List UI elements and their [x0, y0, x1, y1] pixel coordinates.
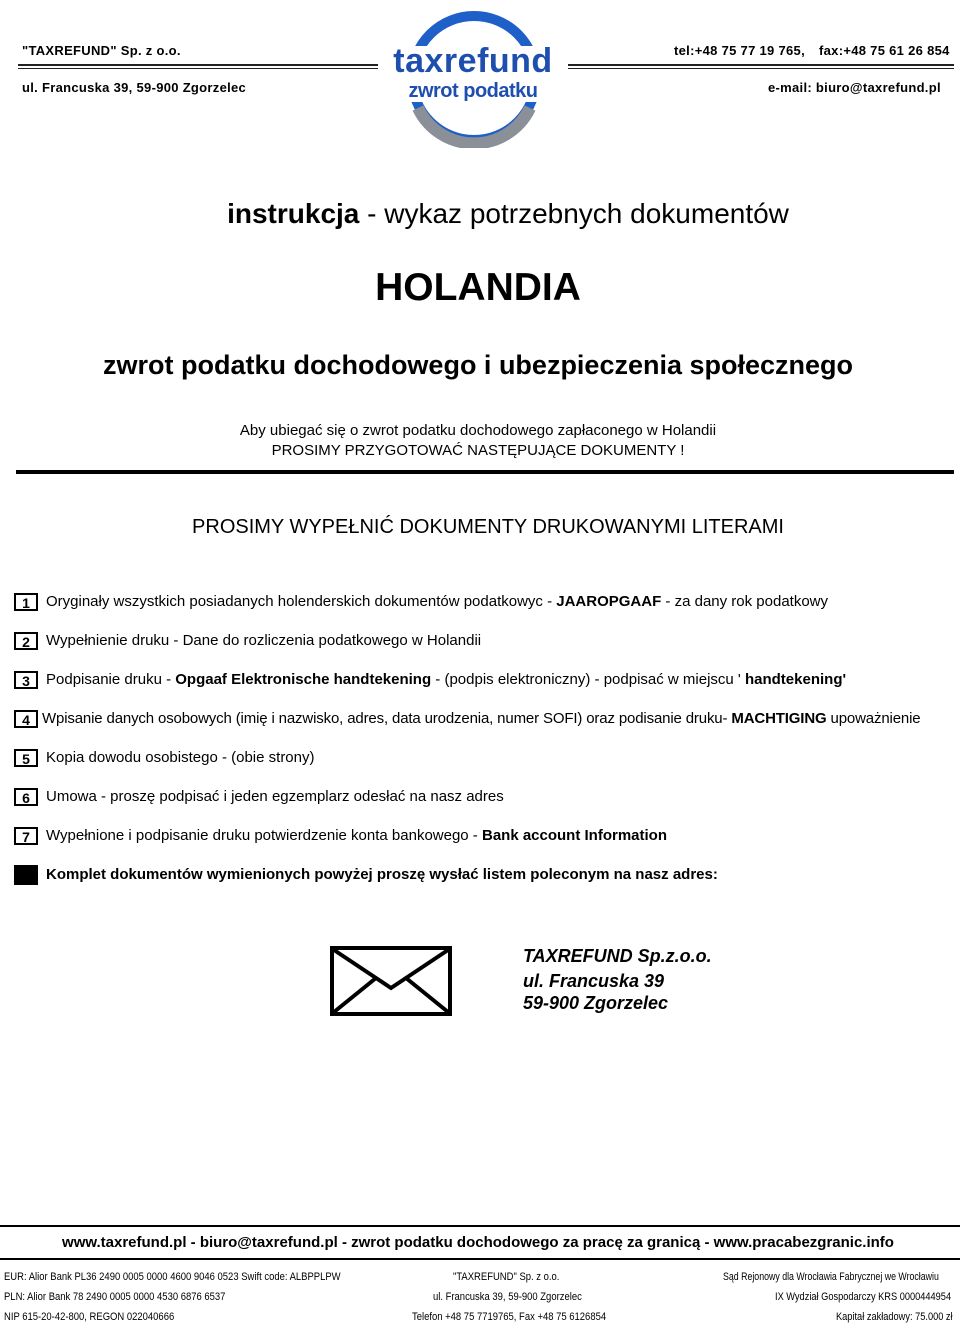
footer-nip-regon: NIP 615-20-42-800, REGON 022040666 — [4, 1311, 175, 1323]
footer-court: Sąd Rejonowy dla Wrocławia Fabrycznej we Wrocławiu — [723, 1271, 939, 1283]
list-item: Oryginały wszystkich posiadanych holenderskich dokumentów podatkowyc - JAAROPGAAF - za dany rok podatkowy — [46, 593, 829, 610]
header-rule-right-thin — [568, 68, 954, 69]
item-number: 2 — [14, 632, 38, 650]
list-item: Komplet dokumentów wymienionych powyżej proszę wysłać listem poleconym na nasz adres: — [46, 866, 718, 883]
list-item: Wpisanie danych osobowych (imię i nazwisko, adres, data urodzenia, numer SOFI) oraz podisanie druku- MACHTIGING upoważnienie — [42, 710, 921, 727]
item-number: 4 — [14, 710, 38, 728]
title-rest: - wykaz potrzebnych dokumentów — [359, 198, 789, 229]
footer-capital: Kapitał zakładowy: 75.000 zł — [836, 1311, 953, 1323]
footer-rule-top — [0, 1225, 960, 1227]
footer-phone: Telefon +48 75 7719765, Fax +48 75 6126854 — [412, 1311, 607, 1323]
list-item: Wypełnienie druku - Dane do rozliczenia podatkowego w Holandii — [46, 632, 482, 649]
section-divider — [16, 470, 954, 474]
title-bold: instrukcja — [227, 198, 360, 229]
item-number: 3 — [14, 671, 38, 689]
list-item: Kopia dowodu osobistego - (obie strony) — [46, 749, 315, 766]
header-email: e-mail: biuro@taxrefund.pl — [768, 80, 941, 95]
caps-notice: PROSIMY WYPEŁNIĆ DOKUMENTY DRUKOWANYMI LITERAMI — [192, 516, 784, 538]
item-number: 7 — [14, 827, 38, 845]
intro-line-1: Aby ubiegać się o zwrot podatku dochodowego zapłaconego w Holandii — [239, 422, 717, 439]
taxrefund-logo — [378, 8, 568, 148]
header-rule-left — [18, 64, 380, 66]
footer-rule-bottom — [0, 1258, 960, 1260]
country-title: HOLANDIA — [375, 266, 581, 309]
intro-line-2: PROSIMY PRZYGOTOWAĆ NASTĘPUJĄCE DOKUMENTY ! — [271, 442, 685, 459]
footer-bank-pln: PLN: Alior Bank 78 2490 0005 0000 4530 6876 6537 — [4, 1291, 226, 1303]
footer-krs: IX Wydział Gospodarczy KRS 0000444954 — [775, 1291, 952, 1303]
page-title — [0, 198, 960, 230]
header-rule-left-thin — [18, 68, 380, 69]
item-number: 5 — [14, 749, 38, 767]
footer-address: ul. Francuska 39, 59-900 Zgorzelec — [433, 1291, 582, 1303]
address-line-1: TAXREFUND Sp.z.o.o. — [523, 946, 712, 966]
item-number: 8 — [14, 865, 38, 885]
footer-bank-eur: EUR: Alior Bank PL36 2490 0005 0000 4600 9046 0523 Swift code: ALBPPLPW — [4, 1271, 341, 1283]
list-item: Podpisanie druku - Opgaaf Elektronische handtekening - (podpis elektroniczny) - podpisać w miejscu ' handtekening' — [46, 671, 847, 688]
address-line-2: ul. Francuska 39 — [523, 971, 665, 991]
header-address: ul. Francuska 39, 59-900 Zgorzelec — [22, 80, 247, 95]
logo-sub-text: zwrot podatku — [408, 80, 538, 102]
envelope-icon — [330, 946, 452, 1016]
list-item: Wypełnione i podpisanie druku potwierdzenie konta bankowego - Bank account Information — [46, 827, 668, 844]
header-company: "TAXREFUND" Sp. z o.o. — [22, 43, 181, 58]
subtitle: zwrot podatku dochodowego i ubezpieczenia społecznego — [102, 350, 854, 380]
header-tel: tel:+48 75 77 19 765, — [674, 43, 805, 58]
item-number: 1 — [14, 593, 38, 611]
item-number: 6 — [14, 788, 38, 806]
logo-main-text: taxrefund — [393, 42, 553, 80]
header-rule-right — [568, 64, 954, 66]
address-line-3: 59-900 Zgorzelec — [523, 993, 669, 1013]
list-item: Umowa - proszę podpisać i jeden egzemplarz odesłać na nasz adres — [46, 788, 504, 805]
footer-web-line: www.taxrefund.pl - biuro@taxrefund.pl - zwrot podatku dochodowego za pracę za granicą - www.pracabezgranic.info — [62, 1234, 894, 1251]
header-fax: fax:+48 75 61 26 854 — [819, 43, 950, 58]
footer-company: "TAXREFUND" Sp. z o.o. — [453, 1271, 560, 1283]
